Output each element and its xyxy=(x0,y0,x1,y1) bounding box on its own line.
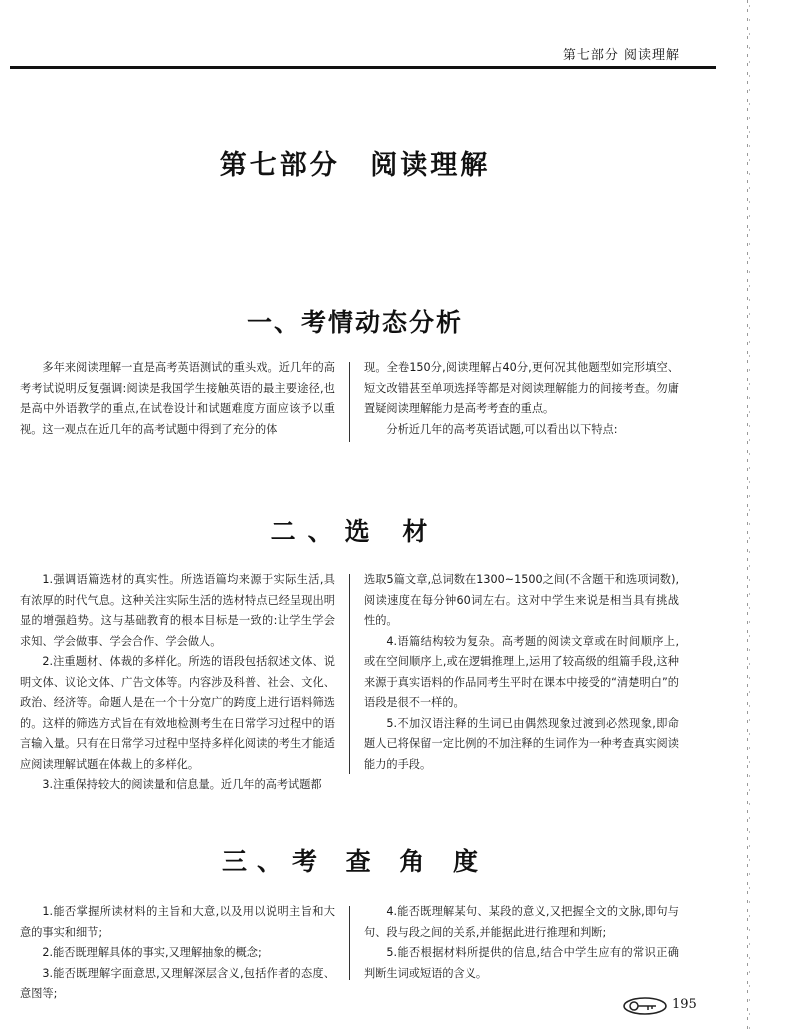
list-item: 5.能否根据材料所提供的信息,结合中学生应有的常识正确判断生词或短语的含义。 xyxy=(364,946,679,980)
section-title-materials: 二、选 材 xyxy=(270,517,440,546)
section-title-angles: 三、考 查 角 度 xyxy=(221,847,489,876)
header-rule xyxy=(10,66,716,69)
section-title-analysis: 一、考情动态分析 xyxy=(246,308,463,337)
section-analysis-left-column xyxy=(20,358,335,440)
section-analysis-right-column xyxy=(364,358,679,440)
key-logo-icon xyxy=(622,996,668,1016)
list-item: 2.能否既理解具体的事实,又理解抽象的概念; xyxy=(42,946,262,959)
column-divider xyxy=(349,362,350,442)
section-angles-left-column xyxy=(20,902,335,1005)
list-item: 3.能否既理解字面意思,又理解深层含义,包括作者的态度、意图等; xyxy=(20,966,335,1000)
column-divider xyxy=(349,906,350,980)
list-item: 2.注重题材、体裁的多样化。所选的语段包括叙述文体、说明文体、议论文体、广告文体等。内容涉及科普、社会、文化、政治、经济等。命题人是在一个十分宽广的跨度上进行语料筛选的。这样的筛选方式旨在有效地检测考生在日常学习过程中的语言输入量。只有在日常学习过程中坚持多样化阅读的考生才能适应阅读理解试题在体裁上的多样化。 xyxy=(20,655,335,771)
list-item: 3.注重保持较大的阅读量和信息量。近几年的高考试题都 xyxy=(42,778,322,791)
paragraph: 选取5篇文章,总词数在1300~1500之间(不含题干和选项词数),阅读速度在每分钟60词左右。这对中学生来说是相当具有挑战性的。 xyxy=(364,573,679,627)
list-item: 5.不加汉语注释的生词已由偶然现象过渡到必然现象,即命题人已将保留一定比例的不加注释的生词作为一种考查真实阅读能力的手段。 xyxy=(364,716,679,771)
section-materials-left-column xyxy=(20,570,335,796)
list-item: 1.能否掌握所读材料的主旨和大意,以及用以说明主旨和大意的事实和细节; xyxy=(20,905,335,939)
list-item: 1.强调语篇选材的真实性。所选语篇均来源于实际生活,具有浓厚的时代气息。这种关注实际生活的选材特点已经呈现出明显的增强趋势。这与基础教育的根本目标是一致的:让学生学会求知、学会做事、学会合作、学会做人。 xyxy=(20,573,335,648)
page-edge-dots xyxy=(747,0,748,1035)
list-item: 4.语篇结构较为复杂。高考题的阅读文章或在时间顺序上,或在空间顺序上,或在逻辑推理上,运用了较高级的组篇手段,这种来源于真实语料的作品同考生平时在课本中接受的“清楚明白”的语段是很不一样的。 xyxy=(364,634,679,709)
list-item: 4.能否既理解某句、某段的意义,又把握全文的文脉,即句与句、段与段之间的关系,并能据此进行推理和判断; xyxy=(364,905,679,939)
page-number: 195 xyxy=(672,997,697,1012)
paragraph: 现。全卷150分,阅读理解占40分,更何况其他题型如完形填空、短文改错甚至单项选择等都是对阅读理解能力的间接考查。勿庸置疑阅读理解能力是高考考查的重点。 xyxy=(364,361,679,415)
paragraph: 多年来阅读理解一直是高考英语测试的重头戏。近几年的高考考试说明反复强调:阅读是我国学生接触英语的最主要途径,也是高中外语教学的重点,在试卷设计和试题难度方面应该予以重视。这一观点在近几年的高考试题中得到了充分的体 xyxy=(20,361,335,436)
section-materials-right-column xyxy=(364,570,679,775)
running-header: 第七部分 阅读理解 xyxy=(562,48,680,63)
part-title: 第七部分 阅读理解 xyxy=(219,150,491,181)
paragraph: 分析近几年的高考英语试题,可以看出以下特点: xyxy=(386,422,618,436)
section-angles-right-column xyxy=(364,902,679,984)
page-edge-dots-2 xyxy=(749,0,750,1035)
column-divider xyxy=(349,574,350,774)
